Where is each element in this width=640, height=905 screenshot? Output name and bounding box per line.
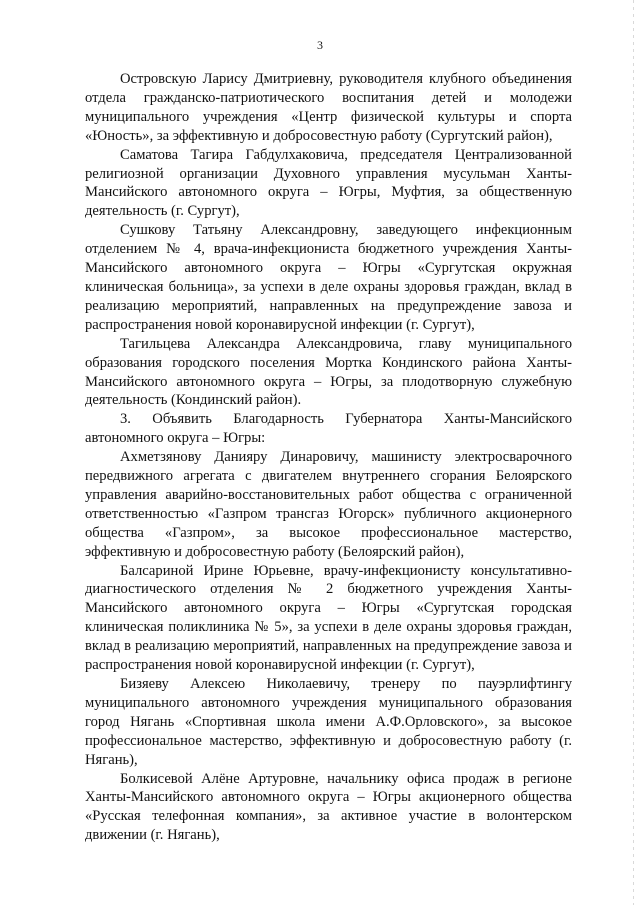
page-number: 3	[317, 38, 323, 52]
section-heading-gratitude: 3. Объявить Благодарность Губернатора Ханты-Мансийского автономного округа – Югры:	[85, 411, 572, 447]
award-paragraph-sushkova: Сушкову Татьяну Александровну, заведующего инфекционным отделением № 4, врача-инфекциониста бюджетного учреждения Ханты-Мансийского автономного округа – Югры «Сургутская окружная клиническая больница», за успехи в деле охраны здоровья граждан, вклад в реализацию мероприятий, направленных на предупреждение завоза и распространения новой коронавирусной инфекции (г. Сургут),	[85, 222, 572, 333]
award-paragraph-balsarina: Балсариной Ирине Юрьевне, врачу-инфекционисту консультативно-диагностического отделения № 2 бюджетного учреждения Ханты-Мансийского автономного округа – Югры «Сургутская городская клиническая поликлиника № 5», за успехи в деле охраны здоровья граждан, вклад в реализацию мероприятий, направленных на предупреждение завоза и распространения новой коронавирусной инфекции (г. Сургут),	[85, 562, 572, 674]
scan-edge-line	[633, 0, 634, 905]
document-body	[85, 70, 572, 845]
award-paragraph-bizyaev: Бизяеву Алексею Николаевичу, тренеру по пауэрлифтингу муниципального автономного учреждения муниципального образования город Нягань «Спортивная школа имени А.Ф.Орловского», за высокое профессиональное мастерство, эффективную и добросовестную работу (г. Нягань),	[85, 676, 572, 768]
award-paragraph-samatov: Саматова Тагира Габдулхаковича, председателя Централизованной религиозной организации Духовного управления мусульман Ханты-Мансийского автономного округа – Югры, Муфтия, за общественную деятельность (г. Сургут),	[85, 146, 572, 220]
award-paragraph-tagiltsev: Тагильцева Александра Александровича, главу муниципального образования городского поселения Мортка Кондинского района Ханты-Мансийского автономного округа – Югры, за плодотворную служебную деятельность (Кондинский район).	[85, 335, 572, 409]
award-paragraph-bolkiseva: Болкисевой Алёне Артуровне, начальнику офиса продаж в регионе Ханты-Мансийского автономного округа – Югры акционерного общества «Русская телефонная компания», за активное участие в волонтерском движении (г. Нягань),	[85, 770, 572, 844]
award-paragraph-akhmetzyanov: Ахметзянову Данияру Динаровичу, машинисту электросварочного передвижного агрегата с двигателем внутреннего сгорания Белоярского управления аварийно-восстановительных работ общества с ограниченной ответственностью «Газпром трансгаз Югорск» публичного акционерного общества «Газпром», за высокое профессиональное мастерство, эффективную и добросовестную работу (Белоярский район),	[85, 449, 572, 560]
award-paragraph-ostrovskaya: Островскую Ларису Дмитриевну, руководителя клубного объединения отдела гражданско-патриотического воспитания детей и молодежи муниципального учреждения «Центр физической культуры и спорта «Юность», за эффективную и добросовестную работу (Сургутский район),	[85, 71, 572, 144]
